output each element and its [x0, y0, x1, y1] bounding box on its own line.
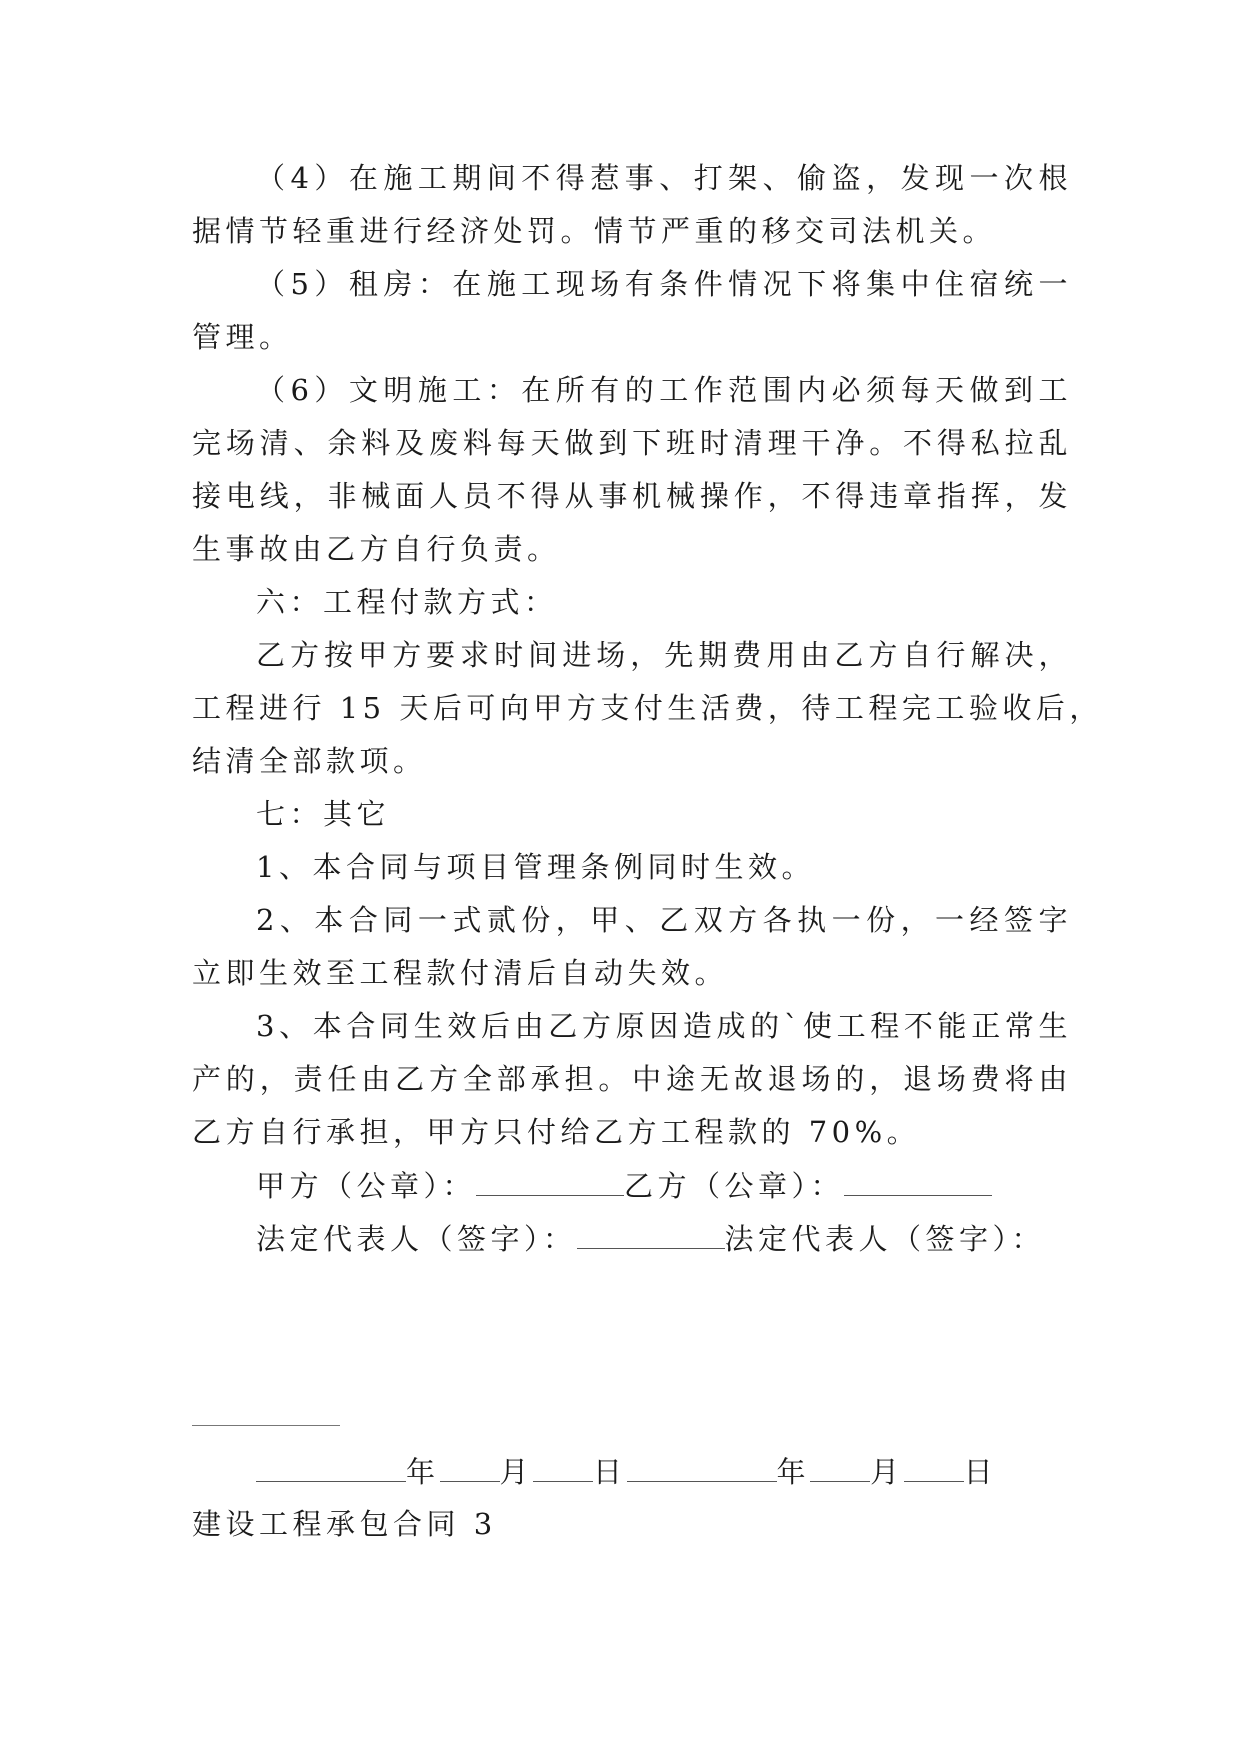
paragraph-line: 生事故由乙方自行负责。: [192, 532, 561, 566]
month-label: 月: [870, 1455, 904, 1489]
month-blank: [440, 1451, 500, 1482]
day-blank: [904, 1451, 964, 1482]
paragraph-line: 接电线，非械面人员不得从事机械操作，不得违章指挥，发: [192, 479, 1072, 513]
paragraph-line: 乙方按甲方要求时间进场，先期费用由乙方自行解决，: [256, 638, 1072, 672]
party-a-rep-blank: [577, 1218, 725, 1249]
day-label: 日: [593, 1455, 627, 1489]
signature-rep-line: [256, 1218, 1045, 1258]
paragraph-line: （4）在施工期间不得惹事、打架、偷盗，发现一次根: [256, 161, 1072, 195]
paragraph-line: 3、本合同生效后由乙方原因造成的`使工程不能正常生: [256, 1009, 1072, 1043]
month-blank: [810, 1451, 870, 1482]
paragraph-line: 立即生效至工程款付清后自动失效。: [192, 956, 729, 990]
paragraph-line: 完场清、余料及废料每天做到下班时清理干净。不得私拉乱: [192, 426, 1072, 460]
paragraph-line: 乙方自行承担，甲方只付给乙方工程款的 70%。: [192, 1115, 921, 1149]
party-a-seal-label: 甲方（公章）：: [256, 1169, 477, 1203]
section-heading: 六：工程付款方式：: [256, 585, 558, 619]
month-label: 月: [499, 1455, 534, 1489]
party-b-seal-label: 乙方（公章）：: [624, 1169, 845, 1203]
party-a-seal-blank: [476, 1165, 624, 1196]
year-blank: [627, 1451, 777, 1482]
party-b-rep-label: 法定代表人（签字）：: [724, 1222, 1046, 1256]
paragraph-line: 产的，责任由乙方全部承担。中途无故退场的，退场费将由: [192, 1062, 1072, 1096]
day-label: 日: [963, 1455, 998, 1489]
year-blank: [256, 1451, 406, 1482]
paragraph-line: 2、本合同一式贰份，甲、乙双方各执一份，一经签字: [256, 903, 1072, 937]
party-b-rep-blank: [192, 1425, 340, 1426]
paragraph-line: （6）文明施工：在所有的工作范围内必须每天做到工: [256, 373, 1072, 407]
paragraph-line: 据情节轻重进行经济处罚。情节严重的移交司法机关。: [192, 214, 997, 248]
signature-seal-line: [256, 1165, 992, 1205]
next-document-title: 建设工程承包合同 3: [192, 1507, 497, 1541]
paragraph-line: （5）租房：在施工现场有条件情况下将集中住宿统一: [256, 267, 1072, 301]
day-blank: [533, 1451, 593, 1482]
paragraph-line: 1、本合同与项目管理条例同时生效。: [256, 850, 815, 884]
date-line: [256, 1451, 997, 1491]
party-a-rep-label: 法定代表人（签字）：: [256, 1222, 577, 1256]
year-label: 年: [776, 1455, 811, 1489]
party-b-seal-blank: [844, 1165, 992, 1196]
paragraph-line: 结清全部款项。: [192, 744, 427, 778]
section-heading: 七：其它: [256, 797, 391, 831]
paragraph-line: 管理。: [192, 320, 293, 354]
paragraph-line: 工程进行 15 天后可向甲方支付生活费，待工程完工验收后，: [192, 691, 1103, 725]
year-label: 年: [406, 1455, 440, 1489]
